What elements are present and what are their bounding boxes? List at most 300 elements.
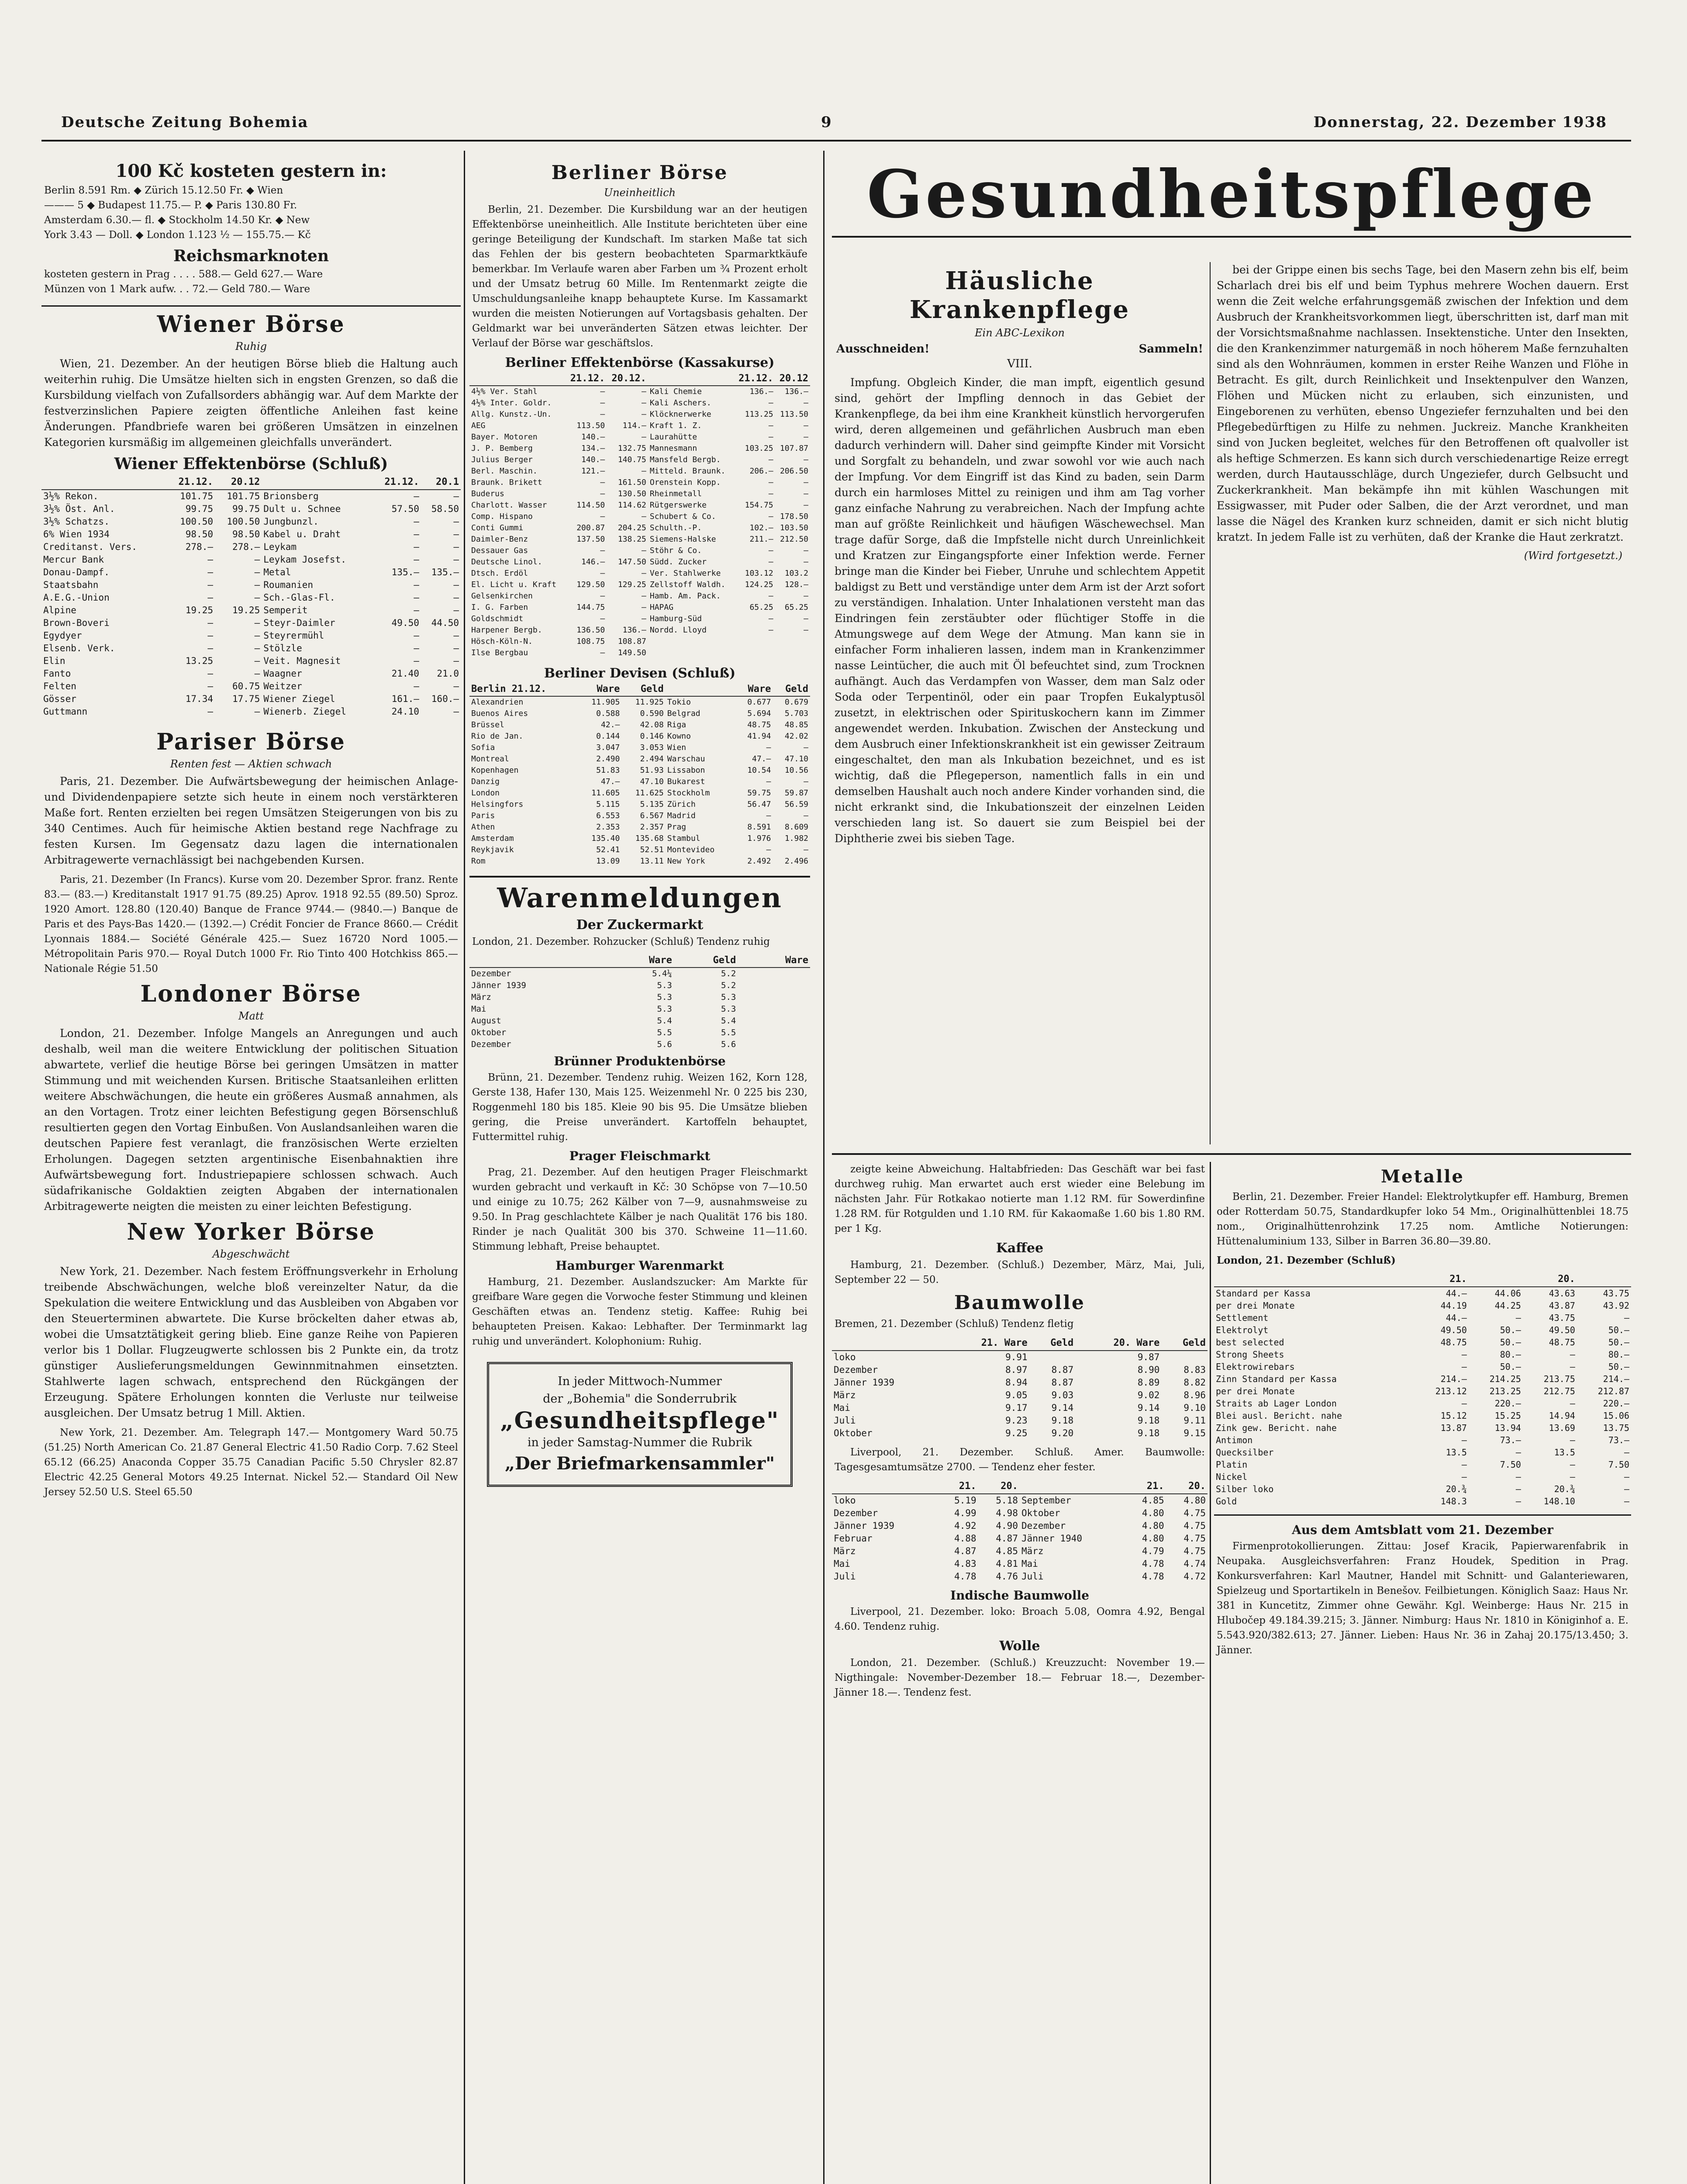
zucker-row <box>469 1027 810 1039</box>
table-cell: 5.703 <box>784 709 808 718</box>
table-cell: Zinn Standard per Kassa <box>1216 1374 1337 1384</box>
table-cell: — <box>1624 1496 1629 1507</box>
table-cell: 0.144 <box>596 732 620 741</box>
bremen-row <box>832 1389 1207 1402</box>
devisen-row <box>469 788 810 799</box>
wiener-row <box>41 680 461 693</box>
hamburger-title: Hamburger Warenmarkt <box>555 1258 724 1273</box>
table-cell: 9.02 <box>1137 1390 1160 1400</box>
zucker-row <box>469 980 810 992</box>
table-cell: — <box>768 557 773 567</box>
table-cell: — <box>453 656 459 666</box>
metal-row <box>1214 1483 1631 1495</box>
table-cell <box>746 1027 810 1039</box>
table-cell: Dessauer Gas <box>471 546 528 555</box>
wiener-subtitle: Ruhig <box>235 340 267 352</box>
table-cell: — <box>453 592 459 603</box>
table-cell: — <box>414 516 419 527</box>
table-cell: — <box>453 706 459 717</box>
table-cell: — <box>768 546 773 555</box>
wiener-row <box>41 642 461 655</box>
table-cell <box>746 992 810 1003</box>
section-rule <box>832 1153 1631 1155</box>
zucker-table <box>469 954 810 1051</box>
table-cell <box>746 968 810 980</box>
metal-row <box>1214 1287 1631 1299</box>
table-cell: — <box>207 618 213 628</box>
table-cell: 9.11 <box>1183 1415 1206 1426</box>
table-cell: 1.982 <box>784 834 808 843</box>
wiener-table-title: Wiener Effektenbörse (Schluß) <box>114 455 388 473</box>
table-cell: 99.75 <box>232 504 260 514</box>
table-cell: — <box>414 529 419 539</box>
table-cell: Alexandrien <box>471 698 524 707</box>
table-cell: Helsingfors <box>471 800 524 809</box>
table-cell: Tokio <box>667 698 691 707</box>
table-cell: März <box>834 1390 856 1400</box>
wiener-row <box>41 705 461 718</box>
table-cell: 124.25 <box>745 580 773 589</box>
table-header-cell: Ware <box>746 954 810 968</box>
table-cell: Gold <box>1216 1496 1237 1507</box>
advert-headline: „Der Briefmarkensammler" <box>504 1453 775 1474</box>
table-cell: 5.6 <box>721 1040 736 1049</box>
table-cell: 212.75 <box>1543 1386 1575 1396</box>
page-number: 9 <box>821 114 832 131</box>
table-cell: 51.93 <box>640 766 664 775</box>
table-cell: Dult u. Schnee <box>263 504 341 514</box>
table-cell: Rom <box>471 857 486 866</box>
wiener-row <box>41 553 461 566</box>
table-header-cell <box>1020 1479 1124 1494</box>
table-cell: 200.87 <box>576 523 605 532</box>
table-cell: 99.75 <box>185 504 213 514</box>
bremen-row <box>832 1364 1207 1376</box>
effekten-row <box>469 556 810 568</box>
table-cell: 136.50 <box>576 625 605 635</box>
table-cell: Jänner 1939 <box>834 1377 895 1388</box>
table-cell: — <box>642 546 646 555</box>
table-cell: 98.50 <box>185 529 213 539</box>
table-cell: 13.75 <box>1603 1423 1629 1433</box>
newyork-quotes: New York, 21. Dezember. Am. Telegraph 147.— Montgomery Ward 50.75 (51.25) North American Co. 21.87 General Electric 41.50 Radio Corp. 7.62 Steel 65.12 (66.25) Anaconda Copper 35.75 Canadian Pacific 5.50 Chrysler 82.87 Electric 42.25 General Motors 49.25 Internat. Nickel 52.— Standard Oil New Jersey 52.50 U.S. Steel 65.50 <box>44 1427 458 1498</box>
table-header-cell: 21.12. <box>566 372 607 386</box>
table-cell: — <box>207 567 213 577</box>
table-cell: — <box>1624 1484 1629 1494</box>
berliner-effekten-title: Berliner Effektenbörse (Kassakurse) <box>505 355 775 370</box>
krankenpflege-subtitle: Ein ABC-Lexikon <box>975 327 1065 339</box>
table-cell: Belgrad <box>667 709 700 718</box>
table-cell: 42.02 <box>784 732 808 741</box>
table-cell: Stöhr & Co. <box>649 546 702 555</box>
table-cell: 5.3 <box>721 1004 736 1014</box>
table-cell: Weitzer <box>263 681 302 691</box>
table-cell <box>738 1015 746 1027</box>
metal-row <box>1214 1373 1631 1385</box>
krankenpflege-column-2 <box>1214 262 1631 1149</box>
table-cell: Dezember <box>1021 1521 1066 1531</box>
metal-row <box>1214 1385 1631 1397</box>
table-cell: Jänner 1939 <box>834 1521 895 1531</box>
table-cell: Mai <box>834 1559 850 1569</box>
table-cell: Brown-Boveri <box>43 618 110 628</box>
table-cell: Jänner 1939 <box>471 981 526 990</box>
table-cell: Antimon <box>1216 1435 1253 1445</box>
table-cell: — <box>1461 1398 1467 1409</box>
table-cell: 4.76 <box>996 1571 1018 1582</box>
table-cell: Dtsch. Erdöl <box>471 569 528 578</box>
table-cell: loko <box>834 1495 856 1506</box>
table-cell: 4.87 <box>996 1533 1018 1544</box>
indische-title: Indische Baumwolle <box>950 1588 1090 1603</box>
table-cell: Roumanien <box>263 580 314 590</box>
effekten-row <box>469 579 810 591</box>
table-cell: Semperit <box>263 605 308 615</box>
table-header-cell: Ware <box>735 683 773 696</box>
table-cell: 43.63 <box>1549 1288 1575 1299</box>
table-cell: — <box>207 630 213 641</box>
effekten-row <box>469 488 810 500</box>
table-cell: per drei Monate <box>1216 1386 1295 1396</box>
table-cell: 114.50 <box>576 501 605 510</box>
table-header-cell: 21. Ware <box>943 1336 1029 1351</box>
table-cell: — <box>768 455 773 464</box>
table-cell: — <box>804 591 808 601</box>
bremen-row <box>832 1402 1207 1414</box>
table-cell: 50.— <box>1500 1337 1521 1348</box>
table-cell: 21.0 <box>437 668 459 679</box>
table-cell: — <box>414 542 419 552</box>
metalle-london-title: London, 21. Dezember (Schluß) <box>1217 1254 1396 1266</box>
table-cell: 5.115 <box>596 800 620 809</box>
liverpool-row <box>832 1545 1207 1558</box>
table-cell: 8.90 <box>1137 1365 1160 1375</box>
table-cell: Egydyer <box>43 630 82 641</box>
table-cell: 4.83 <box>954 1559 976 1569</box>
table-cell: 4.80 <box>1142 1533 1164 1544</box>
table-cell: 103.25 <box>745 444 773 453</box>
table-cell: — <box>207 681 213 691</box>
wiener-row <box>41 629 461 642</box>
table-cell: 9.18 <box>1137 1415 1160 1426</box>
table-cell: — <box>254 656 260 666</box>
table-cell: Danzig <box>471 777 500 786</box>
table-cell: 2.490 <box>596 754 620 764</box>
part-number: VIII. <box>1007 357 1032 370</box>
table-cell: Stockholm <box>667 788 710 798</box>
table-header-cell <box>1577 1272 1631 1287</box>
table-cell: — <box>1624 1313 1629 1323</box>
table-cell: Comp. Hispano <box>471 512 533 521</box>
table-cell: 13.69 <box>1549 1423 1575 1433</box>
table-cell: Mitteld. Braunk. <box>649 467 726 476</box>
table-cell: Felten <box>43 681 76 691</box>
effekten-row <box>469 443 810 454</box>
newyork-subtitle: Abgeschwächt <box>212 1248 290 1260</box>
table-cell: Reykjavik <box>471 845 514 854</box>
zucker-title: Der Zuckermarkt <box>576 917 704 933</box>
reichsmark-line: kosteten gestern in Prag . . . . 588.— Geld 627.— Ware <box>44 269 323 280</box>
table-cell: Schubert & Co. <box>649 512 716 521</box>
table-cell: 43.75 <box>1603 1288 1629 1299</box>
table-cell: 3.053 <box>640 743 664 752</box>
berliner-body: Berlin, 21. Dezember. Die Kursbildung war an der heutigen Effektenbörse uneinheitlich. Alle Institute berichteten über eine geringe Beteiligung der Kundschaft. Im starken Maße tat sich das Fehlen der bis gestern beobachteten Sparmarktkäufe bemerkbar. Im Verlaufe waren aber Farben um ¾ Prozent erholt und der Umsatz betrug 60 Mille. Im Rentenmarkt zeigte die Umschuldungsanleihe knapp behauptete Kurse. Im Kassamarkt wurden die meisten Notierungen auf Vortagsbasis gehalten. Der Geldmarkt war bei unveränderten Sätzen etwas leichter. Der Verlauf der Börse war geschäftslos. <box>472 204 807 349</box>
effekten-row <box>469 420 810 432</box>
table-cell: — <box>642 569 646 578</box>
devisen-row <box>469 742 810 753</box>
table-cell: Jungbunzl. <box>263 516 319 527</box>
table-cell: 136.— <box>784 387 808 396</box>
table-cell <box>746 1015 810 1027</box>
effekten-row <box>469 432 810 443</box>
table-cell: 2.494 <box>640 754 664 764</box>
section-masthead: Gesundheitspflege <box>866 156 1597 233</box>
devisen-row <box>469 753 810 765</box>
krankenpflege-title: Häusliche Krankenpflege <box>909 266 1130 324</box>
table-cell: — <box>453 491 459 501</box>
wiener-row <box>41 591 461 604</box>
table-cell: El. Licht u. Kraft <box>471 580 557 589</box>
table-cell: 15.06 <box>1603 1410 1629 1421</box>
bremen-intro: Bremen, 21. Dezember (Schluß) Tendenz fletig <box>835 1318 1074 1330</box>
table-cell: Dezember <box>471 1040 511 1049</box>
table-cell: 178.50 <box>780 512 808 521</box>
table-cell: 7.50 <box>1608 1459 1629 1470</box>
effekten-row <box>469 568 810 579</box>
table-cell: 213.25 <box>1489 1386 1521 1396</box>
metal-row <box>1214 1397 1631 1410</box>
table-cell: Madrid <box>667 811 696 820</box>
table-cell: — <box>254 618 260 628</box>
metal-row <box>1214 1336 1631 1348</box>
table-cell: 161.— <box>391 694 419 704</box>
table-cell: 4½% Ver. Stahl <box>471 387 538 396</box>
wiener-row <box>41 617 461 629</box>
table-cell: Nordd. Lloyd <box>649 625 707 635</box>
table-header-cell <box>666 683 735 696</box>
exchange-line: ——— 5 ◆ Budapest 11.75.— P. ◆ Paris 130.80 Fr. <box>44 200 297 211</box>
table-cell: — <box>768 614 773 623</box>
table-cell: 107.87 <box>780 444 808 453</box>
table-cell: 3½% Öst. Anl. <box>43 504 115 514</box>
table-cell: — <box>414 554 419 565</box>
table-cell: 108.87 <box>618 637 646 646</box>
wiener-row <box>41 566 461 579</box>
table-cell: — <box>207 668 213 679</box>
table-cell: London <box>471 788 500 798</box>
table-cell: — <box>600 489 605 498</box>
table-cell: Mannesmann <box>649 444 697 453</box>
table-cell: 135.40 <box>591 834 620 843</box>
metal-row <box>1214 1434 1631 1446</box>
table-cell: 128.— <box>784 580 808 589</box>
wiener-body: Wien, 21. Dezember. An der heutigen Börse blieb die Haltung auch weiterhin ruhig. Die Umsätze hielten sich in engsten Grenzen, so daß die Kursbildung vielfach von Zufallsorders abhängig war. Auf dem Markte der festverzinslichen Papiere zeigten öffentliche Anleihen fast keine Änderungen. Pfandbriefe waren bei größeren Umsätzen in einzelnen Kategorien kursmäßig im allgemeinen gleichfalls unverändert. <box>44 357 458 449</box>
table-cell: 5.4 <box>721 1016 736 1026</box>
wiener-quote-table <box>41 475 461 718</box>
table-cell: 3½% Schatzs. <box>43 516 110 527</box>
table-cell: — <box>768 398 773 408</box>
table-cell: — <box>804 625 808 635</box>
table-cell: — <box>414 605 419 615</box>
effekten-row <box>469 625 810 636</box>
table-cell: Settlement <box>1216 1313 1269 1323</box>
table-cell: 8.83 <box>1183 1365 1206 1375</box>
table-cell: 50.— <box>1608 1337 1629 1348</box>
table-cell: 11.925 <box>635 698 664 707</box>
table-header-cell: 20.12. <box>607 372 648 386</box>
table-cell: 154.75 <box>745 501 773 510</box>
table-cell: Montreal <box>471 754 509 764</box>
table-cell: — <box>600 398 605 408</box>
table-cell: 4.78 <box>1142 1559 1164 1569</box>
table-cell: 9.03 <box>1051 1390 1074 1400</box>
table-cell: 59.87 <box>784 788 808 798</box>
table-cell: 13.25 <box>185 656 213 666</box>
newspaper-name: Deutsche Zeitung Bohemia <box>61 114 309 131</box>
table-cell: Warschau <box>667 754 705 764</box>
table-cell: 47.10 <box>784 754 808 764</box>
table-cell: — <box>768 432 773 442</box>
table-cell: 100.50 <box>180 516 213 527</box>
table-cell: — <box>254 668 260 679</box>
table-cell: Hamb. Am. Pack. <box>649 591 721 601</box>
table-cell: 17.75 <box>232 694 260 704</box>
table-cell <box>738 1039 746 1051</box>
metal-row <box>1214 1446 1631 1458</box>
indische-body: Liverpool, 21. Dezember. loko: Broach 5.08, Oomra 4.92, Bengal 4.60. Tendenz ruhig. <box>835 1606 1205 1632</box>
table-cell: 50.— <box>1608 1325 1629 1335</box>
newyork-title: New Yorker Börse <box>127 1219 376 1245</box>
table-cell: Brionsberg <box>263 491 319 501</box>
table-cell: 103.12 <box>745 569 773 578</box>
table-cell: 21.40 <box>391 668 419 679</box>
table-cell: Charlott. Wasser <box>471 501 547 510</box>
pariser-title: Pariser Börse <box>156 729 346 755</box>
table-cell: März <box>471 992 491 1002</box>
table-cell: — <box>414 630 419 641</box>
reichsmark-line: Münzen von 1 Mark aufw. . . 72.— Geld 780.— Ware <box>44 283 310 295</box>
table-cell: — <box>768 512 773 521</box>
table-cell: — <box>600 591 605 601</box>
table-cell: — <box>804 398 808 408</box>
pariser-subtitle: Renten fest — Aktien schwach <box>170 758 332 770</box>
devisen-row <box>469 833 810 844</box>
table-cell: 132.75 <box>618 444 646 453</box>
devisen-row <box>469 765 810 776</box>
table-cell <box>738 980 746 992</box>
londoner-title: Londoner Börse <box>140 981 362 1007</box>
table-cell: 212.50 <box>780 535 808 544</box>
table-cell: 41.94 <box>747 732 771 741</box>
advert-line: in jeder Samstag-Nummer die Rubrik <box>527 1436 752 1449</box>
table-cell: Kali Chemie <box>649 387 702 396</box>
table-cell: Hamburg-Süd <box>649 614 702 623</box>
table-cell: — <box>804 614 808 623</box>
table-header-cell: 20. <box>1523 1272 1577 1287</box>
table-cell: Paris <box>471 811 495 820</box>
metal-row <box>1214 1495 1631 1507</box>
table-cell: Elsenb. Verk. <box>43 643 115 653</box>
table-cell: 113.50 <box>576 421 605 430</box>
table-cell: — <box>1570 1398 1575 1409</box>
table-cell: 43.75 <box>1549 1313 1575 1323</box>
londoner-body: London, 21. Dezember. Infolge Mangels an Anregungen und auch deshalb, weil man die weitere Entwicklung der politischen Situation abwartete, verlief die heutige Börse bei geringen Umsätzen in matter Stimmung und mit weichenden Kursen. Britische Staatsanleihen erlitten weitere Abschwächungen, die heute ein größeres Ausmaß annahmen, als an den Vortagen. Trotz einer leichten Befestigung gegen Börsenschluß resultierten gegen den Vortag Einbußen. Von Auslandsanleihen waren die deutschen Papiere fest veranlagt, die französischen Werte erzielten Erholungen. Dagegen setzten argentinische Eisenbahnaktien ihre Aufwärtsbewegung fort. Industriepapiere schlossen schwach. Auch südafrikanische Goldaktien zeigten Abgaben der internationalen Arbitragewerte neigten die meisten zu einer leichten Befestigung. <box>44 1027 458 1213</box>
table-cell: — <box>414 681 419 691</box>
wiener-row <box>41 667 461 680</box>
table-cell: 4.85 <box>996 1546 1018 1556</box>
table-cell: 4.75 <box>1183 1533 1206 1544</box>
berliner-effekten-table <box>469 372 810 659</box>
table-cell: — <box>768 591 773 601</box>
bremen-row <box>832 1351 1207 1364</box>
column-rule <box>823 151 825 2184</box>
table-cell: — <box>804 501 808 510</box>
amtsblatt-title: Aus dem Amtsblatt vom 21. Dezember <box>1292 1523 1553 1537</box>
bremen-table <box>832 1336 1207 1440</box>
wiener-row <box>41 490 461 503</box>
commodity-intro: zeigte keine Abweichung. Haltabfrieden: Das Geschäft war bei fast durchweg ruhig. Man erwartet auch erst wieder eine Belebung im nächsten Jahr. Für Rotkakao notierte man 1.12 RM. für Sowerdinfine 1.28 RM. für Rotgulden und 1.10 RM. für Kakaomaße 1.60 bis 1.80 RM. per 1 Kg. <box>835 1164 1205 1234</box>
table-header-cell: 21. <box>936 1479 978 1494</box>
table-cell <box>746 980 810 992</box>
table-cell: — <box>414 491 419 501</box>
table-cell: 4.79 <box>1142 1546 1164 1556</box>
table-cell: 9.14 <box>1051 1403 1074 1413</box>
table-cell: 134.— <box>581 444 605 453</box>
table-cell: Steyr-Daimler <box>263 618 335 628</box>
table-cell: Leykam Josefst. <box>263 554 346 565</box>
table-cell: 206.— <box>749 467 773 476</box>
table-cell: Zürich <box>667 800 696 809</box>
table-cell: — <box>642 603 646 612</box>
table-cell: Orenstein Kopp. <box>649 478 721 487</box>
advert-line: In jeder Mittwoch-Nummer <box>558 1375 722 1388</box>
table-cell: Kabel u. Draht <box>263 529 341 539</box>
table-cell: — <box>804 455 808 464</box>
table-header-cell: 21.12. <box>734 372 775 386</box>
berliner-devisen-table <box>469 683 810 867</box>
londoner-subtitle: Matt <box>238 1010 264 1022</box>
effekten-row <box>469 500 810 511</box>
table-cell: Alpine <box>43 605 76 615</box>
zucker-row <box>469 992 810 1003</box>
table-cell: — <box>600 569 605 578</box>
table-cell: — <box>414 656 419 666</box>
table-cell: — <box>642 410 646 419</box>
table-header-cell <box>41 475 166 490</box>
exchange-line: Amsterdam 6.30.— fl. ◆ Stockholm 14.50 Kr. ◆ New <box>44 214 310 226</box>
table-cell: Straits ab Lager London <box>1216 1398 1337 1409</box>
newyork-body: New York, 21. Dezember. Nach festem Eröffnungsverkehr in Erholung treibende Abschwächungen, welche bloß vereinzelter Natur, da die Spekulation die weitere Entwicklung und das Ausbleiben von Abgaben vor den Steuerterminen abwartete. Die Kurse bröckelten daher etwas ab, wobei die Umsatztätigkeit gering blieb. Eine ganze Reihe von Papieren verlor bis 1 Dollar. Flugzeugwerte schlossen bis 2 Punkte ein, da trotz günstiger Auslieferungsmeldungen Gewinnmitnahmen einsetzten. Stahlwerte lagen schwach, entsprechend den Rückgängen der Erzeugung. Spätere Erholungen konnten die Verluste nur teilweise ausgleichen. Der Umsatz betrug 1 Mill. Aktien. <box>44 1265 458 1419</box>
table-cell: 0.146 <box>640 732 664 741</box>
column-finance-left <box>41 157 461 2184</box>
table-cell: 56.47 <box>747 800 771 809</box>
table-cell: 137.50 <box>576 535 605 544</box>
berliner-devisen-title: Berliner Devisen (Schluß) <box>544 666 736 681</box>
table-cell: — <box>768 489 773 498</box>
table-cell: loko <box>834 1352 856 1362</box>
liverpool-row <box>832 1520 1207 1532</box>
table-cell: — <box>207 554 213 565</box>
table-cell: Stölzle <box>263 643 302 653</box>
table-cell: Leykam <box>263 542 297 552</box>
table-cell: 136.— <box>749 387 773 396</box>
table-cell: — <box>1515 1484 1521 1494</box>
table-cell: 9.23 <box>1005 1415 1028 1426</box>
table-cell: 49.50 <box>391 618 419 628</box>
header-rule <box>41 140 1631 142</box>
table-cell: 44.19 <box>1440 1300 1467 1311</box>
table-cell: 4.99 <box>954 1508 976 1518</box>
